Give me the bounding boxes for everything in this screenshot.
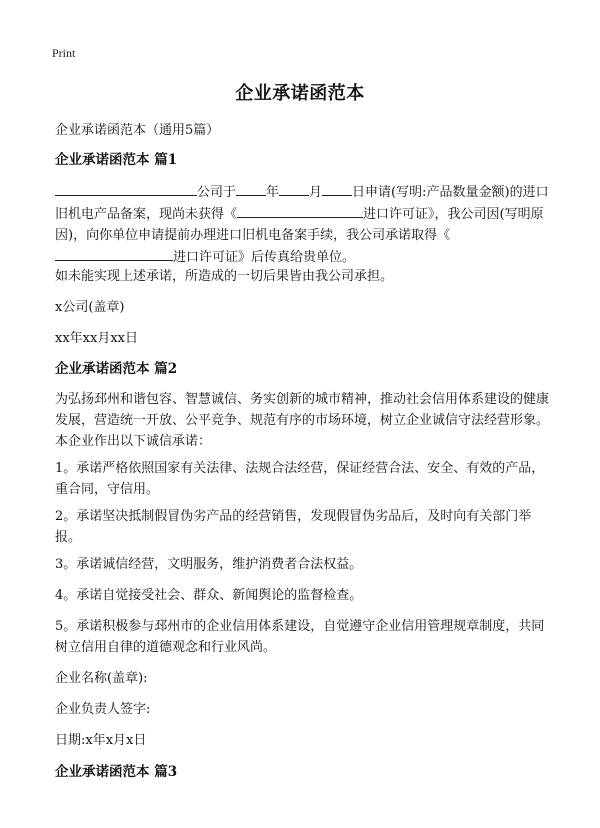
- section3-heading: 企业承诺函范本 篇3: [55, 764, 178, 780]
- section1-heading: 企业承诺函范本 篇1: [55, 152, 178, 168]
- blank-company: [55, 181, 197, 196]
- company-name-line: 企业名称(盖章):: [55, 671, 148, 686]
- list-item: 1。承诺严格依照国家有关法律、法规合法经营，保证经营合法、安全、有效的产品，重合同，守信用。: [55, 461, 545, 497]
- section2-intro: 为弘扬邳州和谐包容、智慧诚信、务实创新的城市精神，推动社会信用体系建设的健康发展，营造统一开放、公平竞争、规范有序的市场环境，树立企业诚信守法经营形象。本企业作出以下诚信承诺：: [55, 392, 550, 449]
- text-segment: 公司于: [197, 185, 237, 200]
- section1-paragraph2: 如未能实现上述承诺，所造成的一切后果皆由我公司承担。: [55, 269, 394, 284]
- text-segment: 月: [309, 185, 323, 200]
- document-subtitle: 企业承诺函范本（通用5篇）: [55, 123, 220, 138]
- list-item: 2。承诺坚决抵制假冒伪劣产品的经营销售，发现假冒伪劣品后，及时向有关部门举报。: [55, 509, 532, 545]
- section2-heading: 企业承诺函范本 篇2: [55, 361, 178, 377]
- text-segment: 年: [266, 185, 280, 200]
- list-item: 4。承诺自觉接受社会、群众、新闻舆论的监督检查。: [55, 588, 363, 603]
- section1-date: xx年xx月xx日: [55, 331, 138, 346]
- page-title: 企业承诺函范本: [235, 83, 365, 104]
- blank-year: [236, 181, 266, 196]
- list-item: 5。承诺积极参与邳州市的企业信用体系建设，自觉遵守企业信用管理规章制度，共同树立信用自律的道德观念和行业风尚。: [55, 619, 545, 655]
- blank-permit: [55, 246, 173, 261]
- print-link[interactable]: Print: [52, 46, 76, 60]
- blank-day: [322, 181, 352, 196]
- text-segment: 进口许可证》，我公司因(写明原因)，向你单位申请提前办理进口旧机电备案手续，我公司承诺取得《: [55, 207, 544, 243]
- text-segment: 进口许可证》后传真给贵单位。: [173, 250, 356, 265]
- list-item: 3。承诺诚信经营，文明服务，维护消费者合法权益。: [55, 557, 363, 572]
- section1-paragraph1: [55, 181, 555, 268]
- company-date-line: 日期:x年x月x日: [55, 733, 147, 748]
- text-segment: 日申请(写明:产品数量金额)的进口旧机电产品备案，现尚未获得《: [55, 185, 549, 222]
- blank-month: [279, 181, 309, 196]
- section1-signature: x公司(盖章): [55, 300, 125, 315]
- blank-permit: [237, 203, 363, 218]
- company-rep-line: 企业负责人签字:: [55, 702, 151, 717]
